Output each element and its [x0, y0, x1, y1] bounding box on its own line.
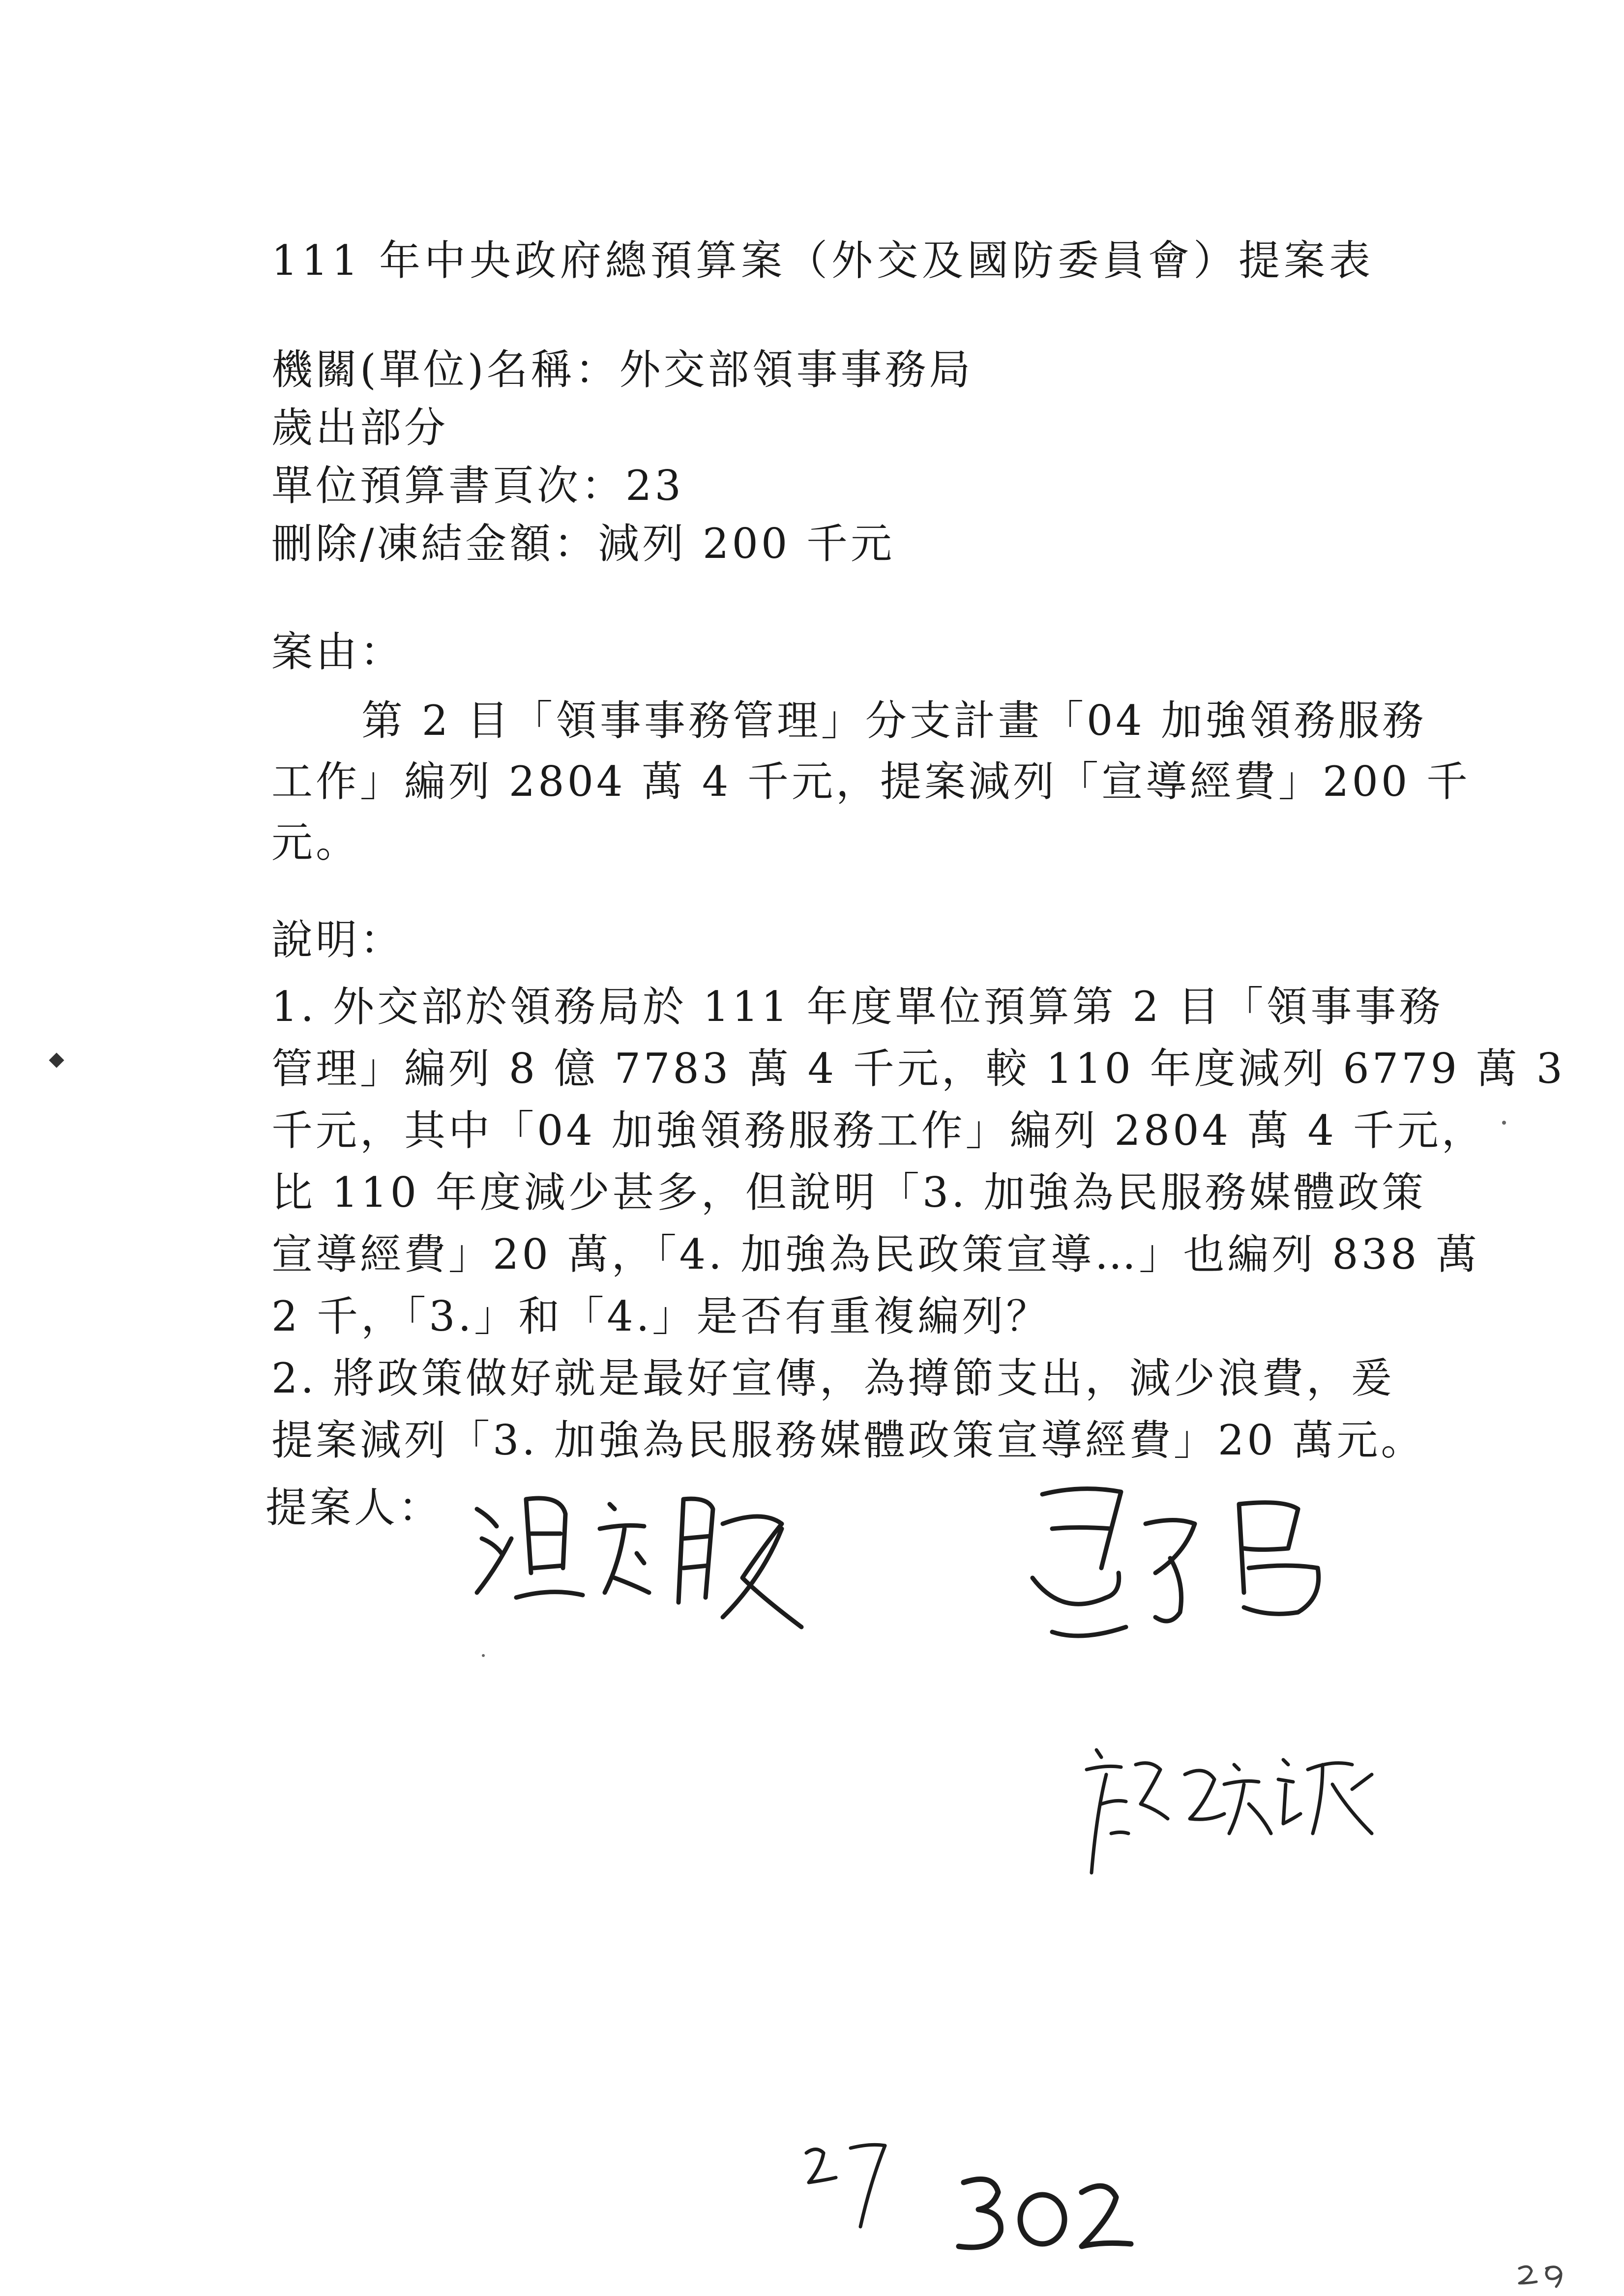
explanation-line: 提案減列「3. 加強為民服務媒體政策宣導經費」20 萬元。 — [271, 1416, 1425, 1464]
margin-speck — [1502, 1121, 1506, 1125]
proposer-label: 提案人： — [266, 1483, 443, 1532]
reason-line: 第 2 目「領事事務管理」分支計畫「04 加強領務服務 — [361, 697, 1427, 745]
explanation-line: 管理」編列 8 億 7783 萬 4 千元，較 110 年度減列 6779 萬 3 — [271, 1045, 1565, 1093]
explanation-line: 千元，其中「04 加強領務服務工作」編列 2804 萬 4 千元， — [271, 1106, 1486, 1155]
corner-page-mark — [1514, 2256, 1573, 2291]
budget-page-ref: 單位預算書頁次：23 — [271, 462, 684, 510]
agency-name: 機關(單位)名稱：外交部領事事務局 — [271, 346, 974, 394]
explanation-line: 2 千，「3.」和「4.」是否有重複編列？ — [271, 1292, 1051, 1340]
cut-amount: 刪除/凍結金額：減列 200 千元 — [271, 520, 895, 568]
handwritten-page-number — [949, 2163, 1136, 2261]
budget-section: 歲出部分 — [271, 404, 449, 452]
explanation-heading: 說明： — [271, 916, 405, 964]
signature-proposer-2 — [1023, 1470, 1367, 1657]
margin-speck — [49, 1052, 64, 1068]
explanation-line: 1. 外交部於領務局於 111 年度單位預算第 2 目「領事事務 — [271, 983, 1444, 1031]
reason-line: 工作」編列 2804 萬 4 千元，提案減列「宣導經費」200 千 — [271, 757, 1471, 806]
reason-heading: 案由： — [271, 628, 405, 676]
explanation-line: 2. 將政策做好就是最好宣傳，為撙節支出，減少浪費，爰 — [271, 1354, 1395, 1402]
document-title: 111 年中央政府總預算案（外交及國防委員會）提案表 — [271, 236, 1375, 285]
signature-proposer-3 — [1077, 1735, 1411, 1883]
signature-proposer-1 — [467, 1480, 821, 1637]
explanation-line: 比 110 年度減少甚多，但說明「3. 加強為民服務媒體政策 — [271, 1168, 1426, 1217]
reason-line: 元。 — [271, 818, 360, 867]
handwritten-mark — [797, 2133, 915, 2241]
explanation-line: 宣導經費」20 萬，「4. 加強為民政策宣導…」也編列 838 萬 — [271, 1230, 1480, 1279]
margin-speck — [482, 1654, 485, 1657]
